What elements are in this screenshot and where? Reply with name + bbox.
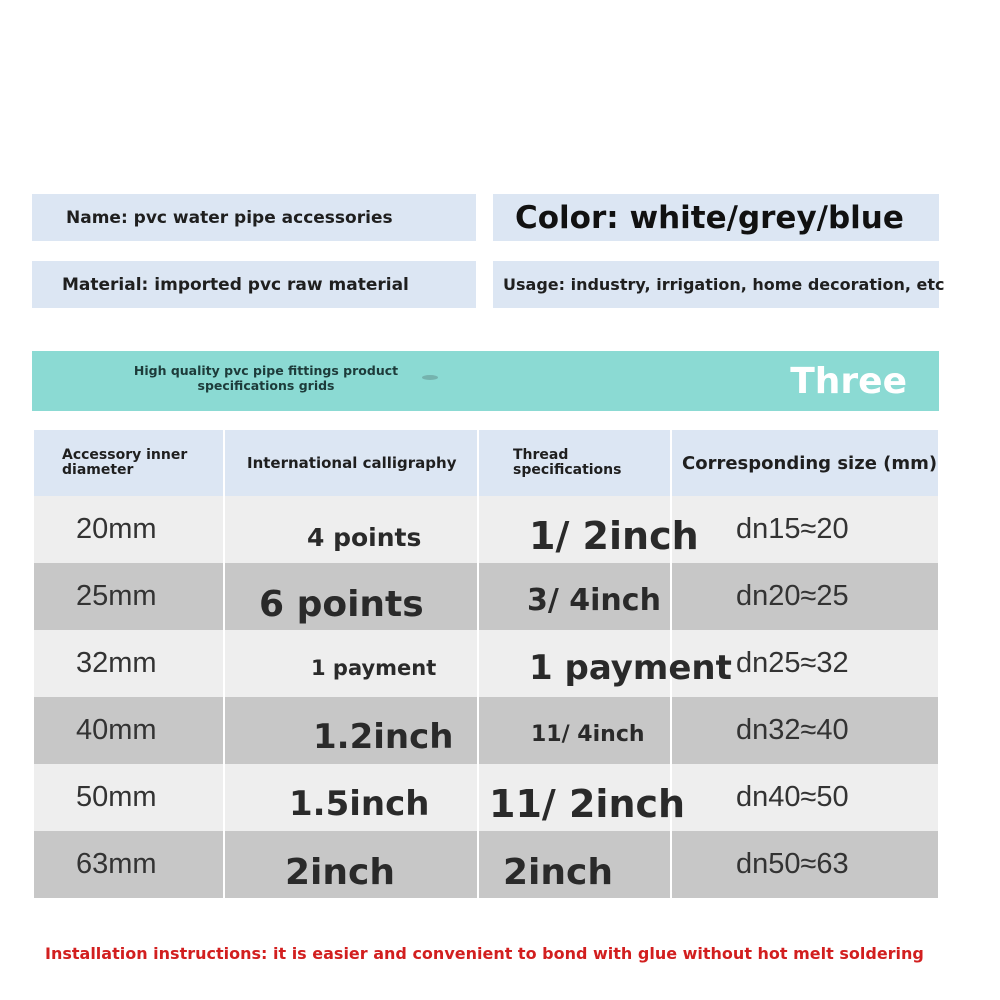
cell-thread-text: 3/ 4inch: [527, 583, 661, 618]
spec-table-header: [34, 430, 938, 496]
cell-calligraphy-text: 6 points: [259, 584, 424, 625]
cell-thread-text: 2inch: [503, 852, 613, 893]
table-row: [34, 630, 938, 697]
cell-calligraphy-text: 1.5inch: [289, 783, 430, 824]
cell-thread: [478, 563, 671, 630]
material-info-box: [32, 261, 476, 308]
usage-info: Usage: industry, irrigation, home decoration, etc: [503, 275, 945, 294]
banner-title: Three: [790, 361, 907, 402]
cell-size: dn15≈20: [671, 496, 938, 563]
cell-calligraphy: [224, 764, 478, 831]
cell-thread-text: 1/ 2inch: [529, 513, 699, 558]
cell-thread-text: 11/ 2inch: [489, 781, 686, 826]
cell-calligraphy: [224, 831, 478, 898]
cell-calligraphy-text: 2inch: [285, 852, 395, 893]
table-row: [34, 764, 938, 831]
cell-size: dn40≈50: [671, 764, 938, 831]
cell-thread-text: 1 payment: [529, 647, 732, 688]
cell-calligraphy-text: 1 payment: [311, 655, 437, 680]
table-row: [34, 831, 938, 898]
cell-inner: 25mm: [34, 563, 224, 630]
cell-size: dn32≈40: [671, 697, 938, 764]
cell-calligraphy-text: 1.2inch: [313, 716, 454, 757]
material-info: Material: imported pvc raw material: [62, 274, 409, 295]
cell-inner: 63mm: [34, 831, 224, 898]
spec-table: [34, 430, 938, 898]
table-row: [34, 697, 938, 764]
installation-note: Installation instructions: it is easier and convenient to bond with glue without hot melt soldering: [45, 944, 924, 963]
cell-size: dn20≈25: [671, 563, 938, 630]
color-info: Color: white/grey/blue: [515, 199, 904, 236]
cell-inner: 20mm: [34, 496, 224, 563]
usage-info-box: [493, 261, 945, 308]
cell-inner: 32mm: [34, 630, 224, 697]
table-row: [34, 563, 938, 630]
cell-thread: [478, 630, 732, 697]
cell-thread: [478, 496, 699, 563]
banner-decoration: [422, 375, 438, 380]
name-info-box: [32, 194, 476, 241]
name-info: Name: pvc water pipe accessories: [66, 207, 393, 228]
cell-calligraphy: [224, 630, 478, 697]
header-inner-diameter: Accessory inner diameter: [34, 430, 224, 496]
banner-subtitle: High quality pvc pipe fittings product specifications grids: [133, 363, 399, 393]
cell-calligraphy-text: 4 points: [307, 523, 422, 552]
cell-calligraphy: [224, 496, 478, 563]
cell-inner: 50mm: [34, 764, 224, 831]
cell-thread: [478, 697, 671, 764]
cell-calligraphy: [224, 563, 478, 630]
header-size: Corresponding size (mm): [671, 430, 938, 496]
cell-calligraphy: [224, 697, 478, 764]
cell-size: dn50≈63: [671, 831, 938, 898]
spec-banner: [32, 351, 939, 411]
table-row: [34, 496, 938, 563]
cell-thread: [478, 764, 686, 831]
cell-thread: [478, 831, 671, 898]
color-info-box: [493, 194, 939, 241]
cell-size: dn25≈32: [671, 630, 938, 697]
cell-inner: 40mm: [34, 697, 224, 764]
cell-thread-text: 11/ 4inch: [531, 722, 645, 747]
header-thread: Thread specifications: [478, 430, 671, 496]
header-calligraphy: International calligraphy: [224, 430, 478, 496]
